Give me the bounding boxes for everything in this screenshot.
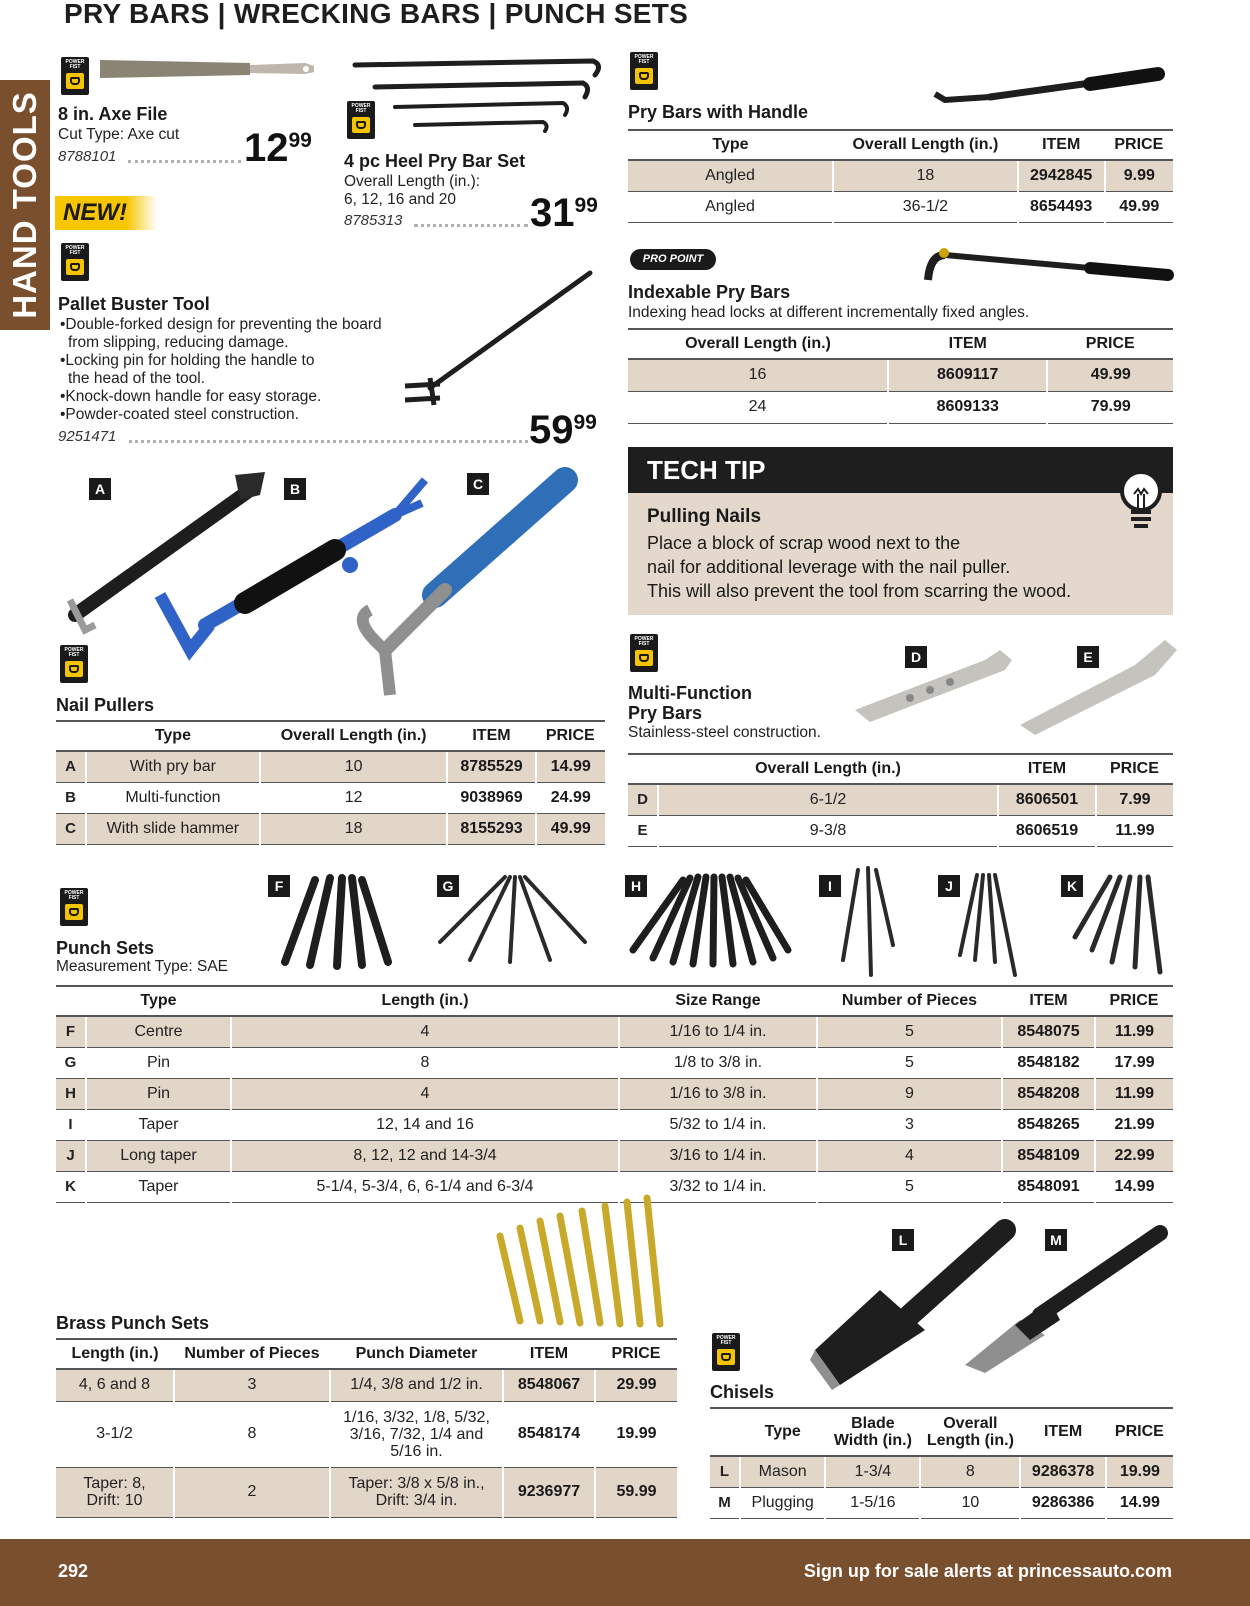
table-row: K Taper 5-1/4, 5-3/4, 6, 6-1/4 and 6-3/4 3/32 to 1/4 in. 5 8548091 14.99 xyxy=(56,1171,1173,1202)
label-i: I xyxy=(819,875,841,897)
pry-handle-title: Pry Bars with Handle xyxy=(628,102,809,122)
lightbulb-icon xyxy=(1116,461,1166,536)
multi-function-title: Multi-Function xyxy=(628,683,752,703)
label-k: K xyxy=(1061,875,1083,897)
punch-set-i-image xyxy=(838,865,898,980)
table-row: Angled 18 2942845 9.99 xyxy=(628,160,1173,191)
label-m: M xyxy=(1045,1229,1067,1251)
punch-set-j-image xyxy=(955,870,1020,980)
power-fist-logo: POWER FIST xyxy=(61,243,89,281)
punch-sets-title: Punch Sets xyxy=(56,938,155,958)
pallet-buster-price: 5999 xyxy=(529,408,597,452)
page-title: PRY BARS | WRECKING BARS | PUNCH SETS xyxy=(64,0,689,29)
multi-function-pry-bar-e-image xyxy=(1015,635,1180,735)
table-row: 4, 6 and 8 3 1/4, 3/8 and 1/2 in. 8548067 29.99 xyxy=(56,1369,677,1401)
axe-file-sku: 8788101 xyxy=(58,148,117,165)
pry-bar-handle-image xyxy=(930,62,1170,112)
table-row: 16 8609117 49.99 xyxy=(628,359,1173,391)
heel-pry-bar-set-image xyxy=(355,55,605,135)
heel-pry-price: 3199 xyxy=(530,191,598,235)
table-row: M Plugging 1-5/16 10 9286386 14.99 xyxy=(710,1487,1173,1518)
footer-link[interactable]: Sign up for sale alerts at princessauto.com xyxy=(803,1561,1172,1581)
label-a: A xyxy=(89,478,111,500)
label-b: B xyxy=(284,478,306,500)
pallet-buster-title: Pallet Buster Tool xyxy=(58,294,210,314)
table-row: G Pin 8 1/8 to 3/8 in. 5 8548182 17.99 xyxy=(56,1047,1173,1078)
new-badge: NEW! xyxy=(55,196,157,230)
punch-set-g-image xyxy=(435,872,595,967)
punch-set-k-image xyxy=(1070,872,1165,977)
pallet-buster-bullet: •Knock-down handle for easy storage. xyxy=(60,388,322,405)
tech-tip-header: TECH TIP xyxy=(628,447,1173,493)
power-fist-logo: POWER FIST xyxy=(60,645,88,683)
indexable-subtitle: Indexing head locks at different incrementally fixed angles. xyxy=(628,304,1030,321)
pallet-buster-bullet: •Locking pin for holding the handle to xyxy=(60,352,315,369)
pry-handle-table: Type Overall Length (in.) ITEM PRICE Angled 18 2942845 9.99 Angled 36-1/2 8654493 49.99 xyxy=(628,129,1173,223)
power-fist-logo: POWER FIST xyxy=(347,101,375,139)
power-fist-logo: POWER FIST xyxy=(630,634,658,672)
label-g: G xyxy=(437,875,459,897)
pro-point-logo: PRO POINT xyxy=(630,249,716,270)
nail-pullers-title: Nail Pullers xyxy=(56,695,155,715)
page-number: 292 xyxy=(58,1561,89,1581)
power-fist-logo: POWER FIST xyxy=(712,1333,740,1371)
pallet-buster-sku: 9251471 xyxy=(58,428,117,445)
table-row: Taper: 8, Drift: 10 2 Taper: 3/8 x 5/8 in., Drift: 3/4 in. 9236977 59.99 xyxy=(56,1467,677,1517)
axe-file-price: 1299 xyxy=(244,126,312,170)
table-row: B Multi-function 12 9038969 24.99 xyxy=(56,782,605,813)
pallet-buster-bullet: •Powder-coated steel construction. xyxy=(60,406,299,423)
punch-sets-table: Type Length (in.) Size Range Number of Pieces ITEM PRICE F Centre 4 1/16 to 1/4 in. 5 8548075 11.99 G Pin 8 1/8 to 3/8 in. 5 8548182 17.99 H Pin 4 1/16 to 3/8 in. 9 8548208 11.99 I Taper 12, 14 and 16 5/32 to 1/4 in. 3 8548265 21.99 J Long taper 8, 12, 12 and 14-3/4 3/16 to 1/4 in. 4 8548109 22.99 K Taper 5-1/4, 5-3/4, 6, 6-1/4 and 6-3/4 3/32 to 1/4 in. 5 8548091 14.99 xyxy=(56,985,1173,1203)
footer xyxy=(0,1539,1250,1606)
brass-punch-set-image xyxy=(495,1196,670,1331)
axe-file-detail: Cut Type: Axe cut xyxy=(58,126,180,143)
table-row: C With slide hammer 18 8155293 49.99 xyxy=(56,813,605,844)
multi-function-title: Pry Bars xyxy=(628,703,703,723)
label-f: F xyxy=(268,875,290,897)
tech-tip-text: Place a block of scrap wood next to the nail for additional leverage with the nail puller. This will also prevent the tool from scarring the wood. xyxy=(647,533,1072,601)
chisels-table: Type Blade Width (in.) Overall Length (in.) ITEM PRICE L Mason 1-3/4 8 9286378 19.99 M Plugging 1-5/16 10 9286386 14.99 xyxy=(710,1407,1173,1519)
table-row: 24 8609133 79.99 xyxy=(628,391,1173,423)
label-e: E xyxy=(1077,646,1099,668)
pallet-buster-bullet: from slipping, reducing damage. xyxy=(68,334,289,351)
multi-function-table: Overall Length (in.) ITEM PRICE D 6-1/2 8606501 7.99 E 9-3/8 8606519 11.99 xyxy=(628,753,1173,847)
power-fist-logo: POWER FIST xyxy=(60,888,88,926)
heel-pry-title: 4 pc Heel Pry Bar Set xyxy=(344,151,526,171)
tech-tip-subtitle: Pulling Nails xyxy=(647,506,762,527)
table-row: J Long taper 8, 12, 12 and 14-3/4 3/16 to 1/4 in. 4 8548109 22.99 xyxy=(56,1140,1173,1171)
brass-punch-title: Brass Punch Sets xyxy=(56,1313,210,1333)
indexable-title: Indexable Pry Bars xyxy=(628,282,791,302)
label-h: H xyxy=(625,875,647,897)
table-row: A With pry bar 10 8785529 14.99 xyxy=(56,751,605,782)
table-row: F Centre 4 1/16 to 1/4 in. 5 8548075 11.99 xyxy=(56,1016,1173,1047)
heel-pry-detail: 6, 12, 16 and 20 xyxy=(344,191,457,208)
axe-file-title: 8 in. Axe File xyxy=(58,104,168,124)
axe-file-image xyxy=(100,58,320,82)
indexable-table: Overall Length (in.) ITEM PRICE 16 8609117 49.99 24 8609133 79.99 xyxy=(628,328,1173,424)
table-row: H Pin 4 1/16 to 3/8 in. 9 8548208 11.99 xyxy=(56,1078,1173,1109)
power-fist-logo: POWER FIST xyxy=(630,52,658,90)
pallet-buster-bullet: •Double-forked design for preventing the board xyxy=(60,316,382,333)
punch-sets-subtitle: Measurement Type: SAE xyxy=(56,958,229,975)
pallet-buster-bullet: the head of the tool. xyxy=(68,370,206,387)
table-row: I Taper 12, 14 and 16 5/32 to 1/4 in. 3 8548265 21.99 xyxy=(56,1109,1173,1140)
multi-function-pry-bar-d-image xyxy=(850,640,1015,725)
label-c: C xyxy=(467,473,489,495)
table-row: D 6-1/2 8606501 7.99 xyxy=(628,784,1173,815)
indexable-pry-bar-image xyxy=(920,245,1175,290)
punch-set-h-image xyxy=(628,872,793,967)
multi-function-subtitle: Stainless-steel construction. xyxy=(628,724,821,741)
table-row: E 9-3/8 8606519 11.99 xyxy=(628,815,1173,846)
table-row: Angled 36-1/2 8654493 49.99 xyxy=(628,191,1173,222)
brass-punch-table: Length (in.) Number of Pieces Punch Diameter ITEM PRICE 4, 6 and 8 3 1/4, 3/8 and 1/2 in. 8548067 29.99 3-1/2 8 1/16, 3/32, 1/8, 5/32, 3/16, 7/32, 1/4 and 5/16 in. 8548174 19.99 Taper: 8, Drift: 10 2 Taper: 3/8 x 5/8 in., Drift: 3/4 in. 9236977 59.99 xyxy=(56,1338,677,1518)
label-l: L xyxy=(892,1229,914,1251)
table-row: 3-1/2 8 1/16, 3/32, 1/8, 5/32, 3/16, 7/32, 1/4 and 5/16 in. 8548174 19.99 xyxy=(56,1401,677,1467)
chisel-m-image xyxy=(960,1225,1170,1375)
heel-pry-detail: Overall Length (in.): xyxy=(344,173,481,190)
nail-puller-c-image xyxy=(335,470,580,710)
nail-pullers-table: Type Overall Length (in.) ITEM PRICE A With pry bar 10 8785529 14.99 B Multi-function 12 9038969 24.99 C With slide hammer 18 8155293 49.99 xyxy=(56,720,605,845)
chisels-title: Chisels xyxy=(710,1382,775,1402)
table-row: L Mason 1-3/4 8 9286378 19.99 xyxy=(710,1456,1173,1487)
punch-set-f-image xyxy=(280,870,395,970)
tech-tip-box xyxy=(628,447,1173,615)
label-d: D xyxy=(905,646,927,668)
power-fist-logo: POWER FIST xyxy=(61,57,89,95)
pallet-buster-image xyxy=(400,270,600,410)
section-side-tab: HAND TOOLS xyxy=(0,80,50,330)
label-j: J xyxy=(938,875,960,897)
heel-pry-sku: 8785313 xyxy=(344,212,403,229)
